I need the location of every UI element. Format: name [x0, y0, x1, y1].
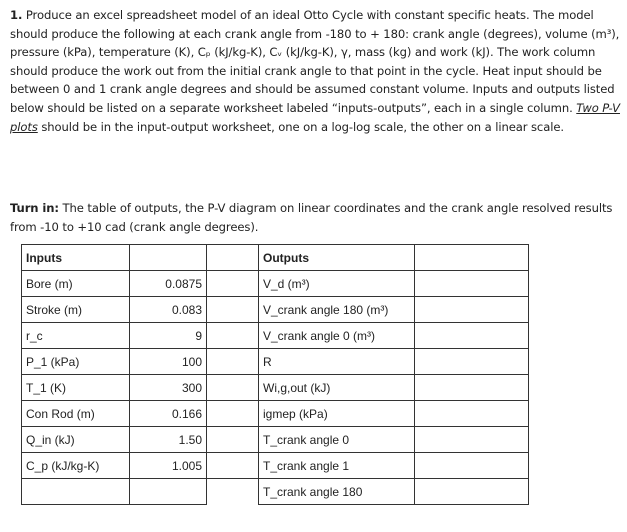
- table-gap: [207, 427, 259, 453]
- input-label: r_c: [22, 323, 130, 349]
- table-gap: [207, 479, 259, 505]
- table-gap: [207, 297, 259, 323]
- input-value: 1.005: [130, 453, 207, 479]
- table-header-row: [22, 245, 529, 271]
- table-gap: [207, 323, 259, 349]
- table-gap: [207, 349, 259, 375]
- output-label: V_crank angle 0 (m³): [259, 323, 415, 349]
- input-label: C_p (kJ/kg-K): [22, 453, 130, 479]
- problem-text: Produce an excel spreadsheet model of an ideal Otto Cycle with constant specific heats. The model should produce the following at each crank angle from -180 to + 180: crank angle (degrees), volume (m³), pressure (kPa), temperature (K), Cₚ (kJ/kg-K), Cᵥ (kJ/kg-K), γ, mass (kg) and work (kJ). The work column should produce the work out from the initial crank angle to that point in the cycle. Heat input should be between 0 and 1 crank angle degrees and should be assumed constant volume. Inputs and outputs listed below should be listed on a separate worksheet labeled “inputs-outputs”, each in a single column.: [10, 8, 620, 115]
- table-empty: [130, 479, 207, 505]
- input-label: Con Rod (m): [22, 401, 130, 427]
- input-label: Stroke (m): [22, 297, 130, 323]
- output-value: [415, 375, 529, 401]
- output-label: V_crank angle 180 (m³): [259, 297, 415, 323]
- output-label: T_crank angle 180: [259, 479, 415, 505]
- table-gap: [207, 271, 259, 297]
- turn-in-label: Turn in:: [10, 201, 59, 215]
- table-gap: [207, 401, 259, 427]
- output-value: [415, 401, 529, 427]
- output-label: T_crank angle 0: [259, 427, 415, 453]
- table-row: [22, 453, 529, 479]
- output-value: [415, 297, 529, 323]
- input-value: 100: [130, 349, 207, 375]
- output-value: [415, 427, 529, 453]
- output-label: igmep (kPa): [259, 401, 415, 427]
- output-label: V_d (m³): [259, 271, 415, 297]
- table-row: [22, 297, 529, 323]
- output-value: [415, 453, 529, 479]
- input-value: 0.083: [130, 297, 207, 323]
- input-value: 1.50: [130, 427, 207, 453]
- problem-statement: [10, 6, 620, 136]
- input-value: 0.166: [130, 401, 207, 427]
- output-label: T_crank angle 1: [259, 453, 415, 479]
- inputs-outputs-table: [21, 244, 529, 505]
- output-label: Wi,g,out (kJ): [259, 375, 415, 401]
- table-gap: [207, 245, 259, 271]
- table-empty: [22, 479, 130, 505]
- output-value: [415, 349, 529, 375]
- inputs-header: Inputs: [22, 245, 130, 271]
- table-cell: [415, 245, 529, 271]
- output-value: [415, 479, 529, 505]
- problem-number: 1.: [10, 8, 23, 22]
- table-gap: [207, 375, 259, 401]
- table-row: [22, 271, 529, 297]
- table-row: [22, 323, 529, 349]
- input-label: Q_in (kJ): [22, 427, 130, 453]
- outputs-header: Outputs: [259, 245, 415, 271]
- input-label: Bore (m): [22, 271, 130, 297]
- input-label: P_1 (kPa): [22, 349, 130, 375]
- problem-text-end: should be in the input-output worksheet, one on a log-log scale, the other on a linear scale.: [37, 119, 564, 134]
- input-value: 9: [130, 323, 207, 349]
- table-row: [22, 427, 529, 453]
- input-label: T_1 (K): [22, 375, 130, 401]
- table-gap: [207, 453, 259, 479]
- input-value: 300: [130, 375, 207, 401]
- turn-in-instructions: [10, 199, 620, 236]
- table-row: [22, 375, 529, 401]
- input-value: 0.0875: [130, 271, 207, 297]
- table-cell: [130, 245, 207, 271]
- output-value: [415, 271, 529, 297]
- output-value: [415, 323, 529, 349]
- turn-in-text: The table of outputs, the P-V diagram on linear coordinates and the crank angle resolved results from -10 to +10 cad (crank angle degrees).: [10, 201, 613, 234]
- pv-plots-link[interactable]: Two P-V plots: [10, 100, 620, 134]
- output-label: R: [259, 349, 415, 375]
- table-row: [22, 401, 529, 427]
- table-row: [22, 479, 529, 505]
- table-row: [22, 349, 529, 375]
